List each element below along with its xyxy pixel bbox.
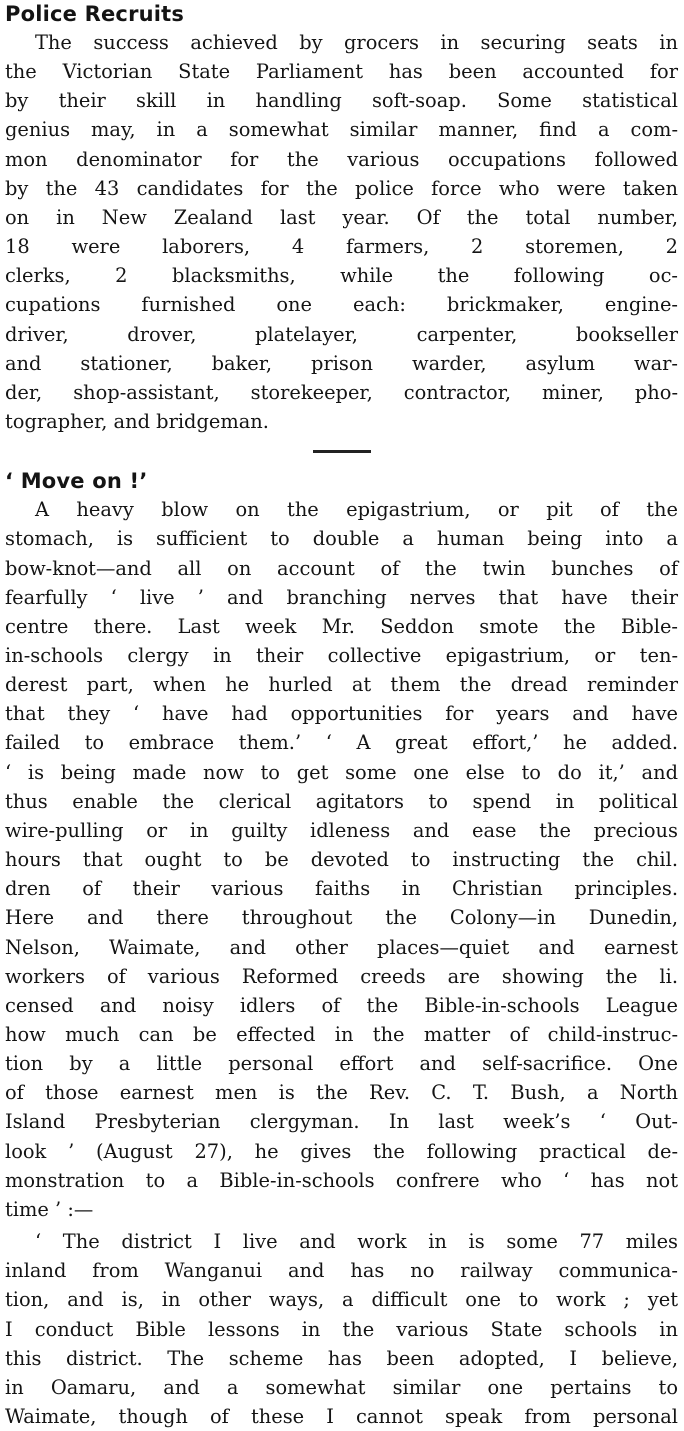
text-line: Nelson, Waimate, and other places—quiet and earnest	[5, 935, 678, 959]
text-line: genius may, in a somewhat similar manner, find a com-	[5, 118, 678, 142]
text-line: Island Presbyterian clergyman. In last week’s ‘ Out-	[5, 1110, 678, 1134]
text-line: tion by a little personal effort and self-sacrifice. One	[5, 1052, 678, 1076]
article-heading-move-on: ‘ Move on !’	[5, 469, 148, 494]
text-line: A heavy blow on the epigastrium, or pit of the	[35, 498, 678, 522]
text-line: in Oamaru, and a somewhat similar one pertains to	[5, 1375, 678, 1399]
text-line: tographer, and bridgeman.	[5, 410, 269, 434]
text-line: fearfully ‘ live ’ and branching nerves that have their	[5, 585, 678, 609]
text-line: stomach, is sufficient to double a human being into a	[5, 527, 678, 551]
text-line: The success achieved by grocers in securing seats in	[35, 31, 678, 54]
text-line: ‘ The district I live and work in is some 77 miles	[35, 1230, 678, 1254]
text-line: workers of various Reformed creeds are showing the li.	[5, 964, 678, 988]
article-heading-police-recruits: Police Recruits	[5, 2, 185, 26]
text-line: driver, drover, platelayer, carpenter, bookseller	[5, 322, 678, 346]
text-line: and stationer, baker, prison warder, asylum war-	[5, 351, 678, 375]
text-line: der, shop-assistant, storekeeper, contractor, miner, pho-	[5, 380, 678, 404]
text-line: time ’ :—	[5, 1197, 94, 1221]
text-line: monstration to a Bible-in-schools confrere who ‘ has not	[5, 1168, 678, 1192]
text-line: failed to embrace them.’ ‘ A great effort,’ he added.	[5, 731, 678, 755]
text-line: I conduct Bible lessons in the various State schools in	[5, 1317, 678, 1341]
text-line: on in New Zealand last year. Of the total number,	[5, 205, 678, 229]
text-line: wire-pulling or in guilty idleness and ease the precious	[5, 818, 678, 842]
section-divider	[313, 450, 371, 453]
text-line: by the 43 candidates for the police force who were taken	[5, 176, 678, 200]
text-line: how much can be effected in the matter of child-instruc-	[5, 1023, 678, 1046]
article-body-move-on	[5, 495, 678, 1224]
text-line: cupations furnished one each: brickmaker, engine-	[5, 293, 678, 317]
text-line: hours that ought to be devoted to instructing the chil.	[5, 848, 678, 872]
text-line: bow-knot—and all on account of the twin bunches of	[5, 556, 678, 580]
text-line: in-schools clergy in their collective epigastrium, or ten-	[5, 643, 678, 667]
text-line: thus enable the clerical agitators to spend in political	[5, 789, 678, 813]
text-line: of those earnest men is the Rev. C. T. Bush, a North	[5, 1081, 678, 1105]
text-line: tion, and is, in other ways, a difficult one to work ; yet	[5, 1288, 678, 1312]
text-line: mon denominator for the various occupations followed	[5, 147, 678, 171]
text-line: centre there. Last week Mr. Seddon smote the Bible-	[5, 614, 678, 638]
text-line: Waimate, though of these I cannot speak from personal	[5, 1405, 678, 1429]
text-line: this district. The scheme has been adopted, I believe,	[5, 1346, 678, 1370]
text-line: ‘ is being made now to get some one else to do it,’ and	[5, 760, 678, 784]
text-line: derest part, when he hurled at them the dread reminder	[5, 673, 678, 697]
text-line: that they ‘ have had opportunities for years and have	[5, 702, 678, 726]
text-line: look ’ (August 27), he gives the following practical de-	[5, 1139, 678, 1163]
text-line: inland from Wanganui and has no railway communica-	[5, 1259, 678, 1283]
text-line: censed and noisy idlers of the Bible-in-schools League	[5, 993, 678, 1017]
text-line: dren of their various faiths in Christian principles.	[5, 877, 678, 901]
text-line: 18 were laborers, 4 farmers, 2 storemen, 2	[5, 235, 678, 259]
article-body-police-recruits	[5, 28, 678, 436]
text-line: Here and there throughout the Colony—in Dunedin,	[5, 906, 678, 930]
quoted-letter	[5, 1227, 678, 1431]
text-line: by their skill in handling soft-soap. Some statistical	[5, 89, 678, 113]
text-line: the Victorian State Parliament has been accounted for	[5, 60, 678, 84]
text-line: clerks, 2 blacksmiths, while the following oc-	[5, 264, 678, 288]
